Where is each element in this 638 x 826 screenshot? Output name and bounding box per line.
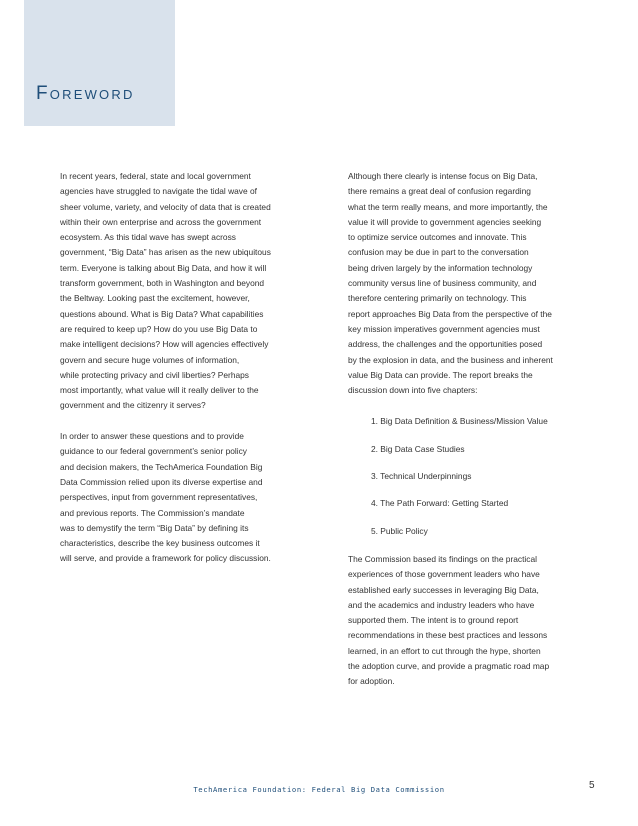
- chapter-item: 5. Public Policy: [371, 525, 428, 536]
- right-column: [348, 169, 580, 705]
- chapter-list: [348, 414, 580, 538]
- right-paragraph-2: The Commission based its findings on the practical experiences of those government leaders who have established early successes in leveraging Big Data, and the academics and industry leaders who have supported them. The intent is to ground report recommendations in these best practices and lessons learned, in an effort to cut through the hype, shorten the adoption curve, and provide a pragmatic road map for adoption.: [348, 553, 550, 687]
- left-paragraph-1: In recent years, federal, state and local government agencies have struggled to navigate the tidal wave of sheer volume, variety, and velocity of data that is created within their own enterprise and across the government ecosystem. As this tidal wave has swept across government, “Big Data” has arisen as the new ubiquitous term. Everyone is talking about Big Data, and how it will transform government, both in Washington and beyond the Beltway. Looking past the excitement, however, questions abound. What is Big Data? What capabilities are required to keep up? How do you use Big Data to make intelligent decisions? How will agencies effectively govern and secure huge volumes of information, while protecting privacy and civil liberties? Perhaps most importantly, what value will it really deliver to the government and the citizenry it serves?: [60, 171, 271, 411]
- chapter-item: 1. Big Data Definition & Business/Mission Value: [371, 416, 548, 427]
- chapter-item: 2. Big Data Case Studies: [371, 443, 465, 454]
- section-heading: Foreword: [36, 83, 135, 104]
- left-column: [60, 169, 300, 582]
- page-number: 5: [589, 780, 595, 791]
- left-paragraph-2: In order to answer these questions and to provide guidance to our federal government’s senior policy and decision makers, the TechAmerica Foundation Big Data Commission relied upon its diverse expertise and perspectives, input from government representatives, and previous reports. The Commission’s mandate was to demystify the term “Big Data” by defining its characteristics, describe the key business outcomes it will serve, and provide a framework for policy discussion.: [60, 431, 271, 564]
- header-block: [24, 0, 175, 126]
- page-footer: TechAmerica Foundation: Federal Big Data Commission: [193, 785, 445, 794]
- chapter-item: 3. Technical Underpinnings: [371, 471, 472, 482]
- right-paragraph-1: Although there clearly is intense focus on Big Data, there remains a great deal of confusion regarding what the term really means, and more importantly, the value it will provide to government agencies seeking to optimize service outcomes and innovate. This confusion may be due in part to the conversation being driven largely by the information technology community versus line of business community, and therefore centering primarily on technology. This report approaches Big Data from the perspective of the key mission imperatives government agencies must address, the challenges and the opportunities posed by the explosion in data, and the business and inherent value Big Data can provide. The report breaks the discussion down into five chapters:: [348, 171, 553, 396]
- chapter-item: 4. The Path Forward: Getting Started: [371, 498, 509, 509]
